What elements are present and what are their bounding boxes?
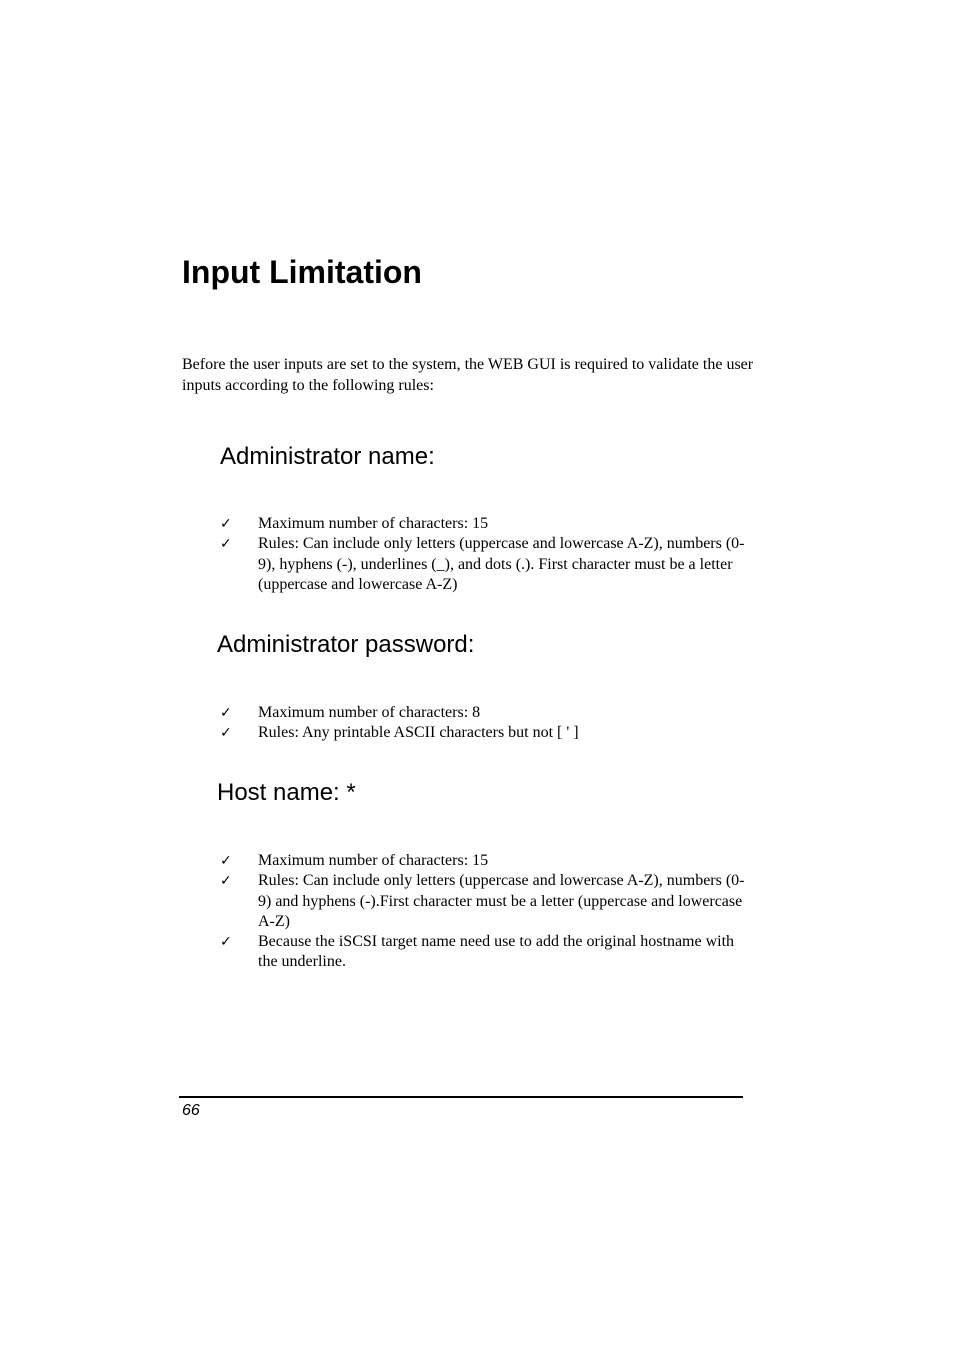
rule-list-administrator-name <box>218 514 748 595</box>
check-mark-icon: ✓ <box>220 705 232 721</box>
rule-list-host-name <box>218 851 748 973</box>
list-item <box>218 871 748 932</box>
list-item <box>218 534 748 595</box>
list-item <box>218 514 748 534</box>
footer-divider <box>179 1096 743 1098</box>
rule-text: Maximum number of characters: 8 <box>258 704 481 721</box>
list-item <box>218 851 748 871</box>
rule-text: Maximum number of characters: 15 <box>258 515 489 532</box>
check-mark-icon: ✓ <box>220 725 232 742</box>
list-item <box>218 932 748 973</box>
list-item <box>218 723 748 743</box>
rule-text: Rules: Can include only letters (uppercase and lowercase A-Z), numbers (0-9), hyphens (-), underlines (_), and dots (.). First character must be a letter (uppercase and lowercase A-Z) <box>258 535 745 593</box>
list-item <box>218 703 748 723</box>
section-heading-host-name: Host name: * <box>217 779 356 806</box>
rule-text: Maximum number of characters: 15 <box>258 852 489 869</box>
check-mark-icon: ✓ <box>220 536 232 553</box>
section-heading-administrator-name: Administrator name: <box>220 443 435 470</box>
intro-paragraph: Before the user inputs are set to the system, the WEB GUI is required to validate the user inputs according to the following rules: <box>182 356 754 394</box>
check-mark-icon: ✓ <box>220 516 232 532</box>
check-mark-icon: ✓ <box>220 873 232 890</box>
rule-list-administrator-password <box>218 703 748 744</box>
page-title: Input Limitation <box>182 254 422 290</box>
rule-text: Because the iSCSI target name need use to add the original hostname with the underline. <box>258 933 735 971</box>
rule-text: Rules: Can include only letters (uppercase and lowercase A-Z), numbers (0-9) and hyphens (-).First character must be a letter (uppercase and lowercase A-Z) <box>258 872 745 930</box>
section-heading-administrator-password: Administrator password: <box>217 631 475 658</box>
check-mark-icon: ✓ <box>220 853 232 869</box>
page-number: 66 <box>182 1102 200 1119</box>
check-mark-icon: ✓ <box>220 934 232 951</box>
rule-text: Rules: Any printable ASCII characters but not [ ' ] <box>258 724 579 742</box>
